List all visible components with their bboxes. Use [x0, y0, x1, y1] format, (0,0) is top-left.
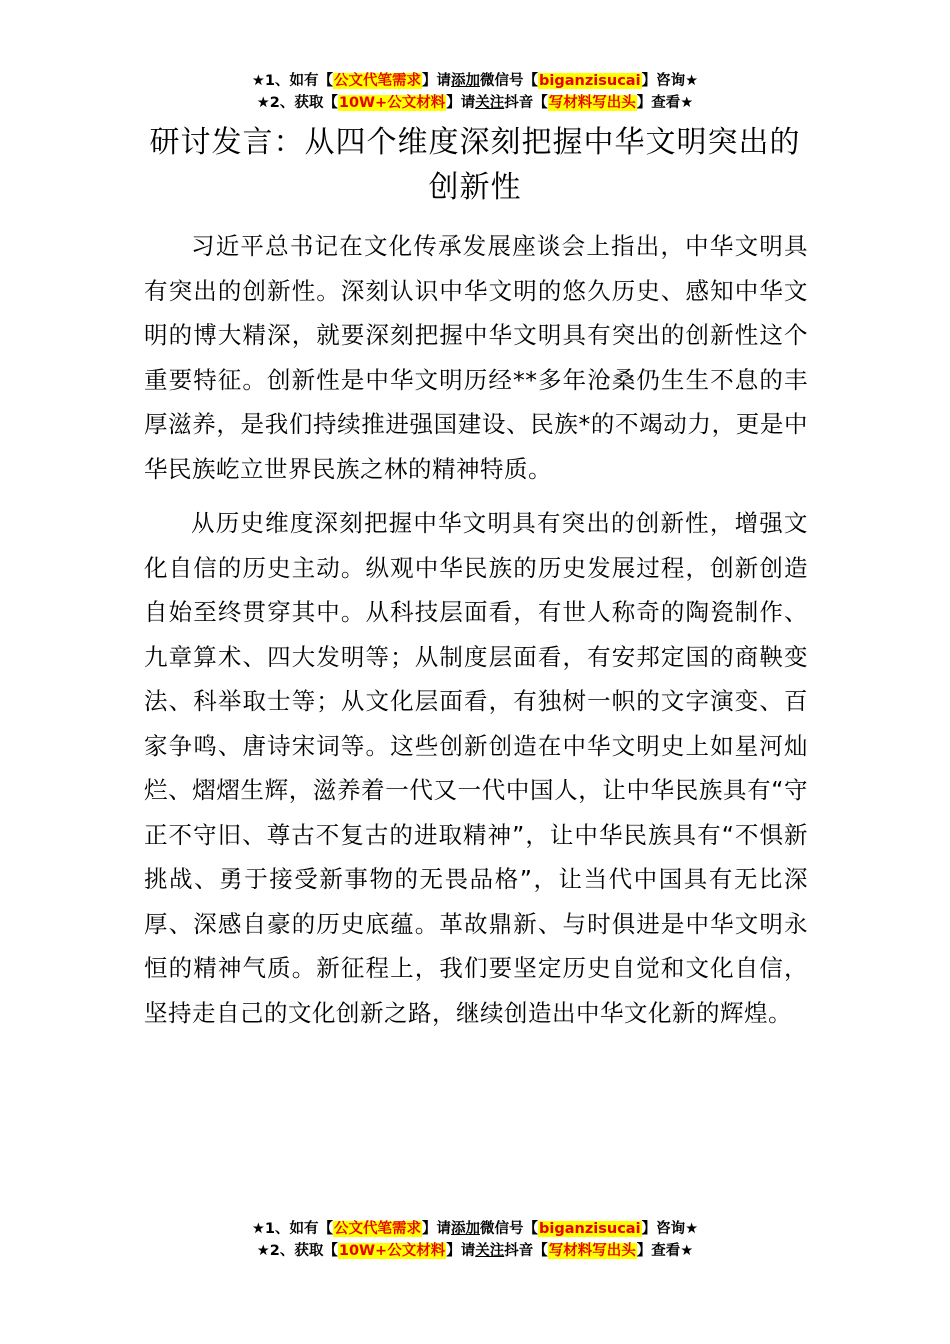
ad-highlight-materials: 10W+公文材料 — [338, 95, 446, 111]
ad-underlined-word: 关注 — [475, 95, 505, 111]
ad-highlight-materials: 10W+公文材料 — [338, 1243, 446, 1259]
ad-highlight-wechat-id: biganzisucai — [539, 73, 641, 89]
ad-highlight-douyin: 写材料写出头 — [548, 95, 636, 111]
document-body — [144, 224, 808, 1045]
ad-highlight-service: 公文代笔需求 — [334, 1221, 422, 1237]
paragraph-history: 从历史维度深刻把握中华文明具有突出的创新性，增强文化自信的历史主动。纵观中华民族的历史发展过程，创新创造自始至终贯穿其中。从科技层面看，有世人称奇的陶瓷制作、九章算术、四大发明等；从制度层面看，有安邦定国的商鞅变法、科举取士等；从文化层面看，有独树一帜的文字演变、百家争鸣、唐诗宋词等。这些创新创造在中华文明史上如星河灿烂、熠熠生辉，滋养着一代又一代中国人，让中华民族具有“守正不守旧、尊古不复古的进取精神”，让中华民族具有“不惧新挑战、勇于接受新事物的无畏品格”，让当代中国具有无比深厚、深感自豪的历史底蕴。革故鼎新、与时俱进是中华文明永恒的精神气质。新征程上，我们要坚定历史自觉和文化自信，坚持走自己的文化创新之路，继续创造出中华文化新的辉煌。 — [144, 509, 808, 1027]
ad-underlined-word: 添加 — [451, 73, 481, 89]
footer-ad-banner — [0, 1218, 950, 1262]
ad-line-2: ★2、获取【10W+公文材料】请关注抖音【写材料写出头】查看★ — [256, 95, 694, 111]
ad-line-1: ★1、如有【公文代笔需求】请添加微信号【biganzisucai】咨询★ — [251, 1221, 699, 1237]
ad-highlight-service: 公文代笔需求 — [334, 73, 422, 89]
paragraph-intro: 习近平总书记在文化传承发展座谈会上指出，中华文明具有突出的创新性。深刻认识中华文明的悠久历史、感知中华文明的博大精深，就要深刻把握中华文明具有突出的创新性这个重要特征。创新性是中华文明历经**多年沧桑仍生生不息的丰厚滋养，是我们持续推进强国建设、民族*的不竭动力，更是中华民族屹立世界民族之林的精神特质。 — [144, 232, 808, 483]
header-ad-banner — [0, 70, 950, 114]
document-title: 研讨发言：从四个维度深刻把握中华文明突出的创新性 — [149, 125, 801, 205]
ad-underlined-word: 关注 — [475, 1243, 505, 1259]
ad-highlight-douyin: 写材料写出头 — [548, 1243, 636, 1259]
ad-line-2: ★2、获取【10W+公文材料】请关注抖音【写材料写出头】查看★ — [256, 1243, 694, 1259]
ad-underlined-word: 添加 — [451, 1221, 481, 1237]
ad-highlight-wechat-id: biganzisucai — [539, 1221, 641, 1237]
ad-line-1: ★1、如有【公文代笔需求】请添加微信号【biganzisucai】咨询★ — [251, 73, 699, 89]
